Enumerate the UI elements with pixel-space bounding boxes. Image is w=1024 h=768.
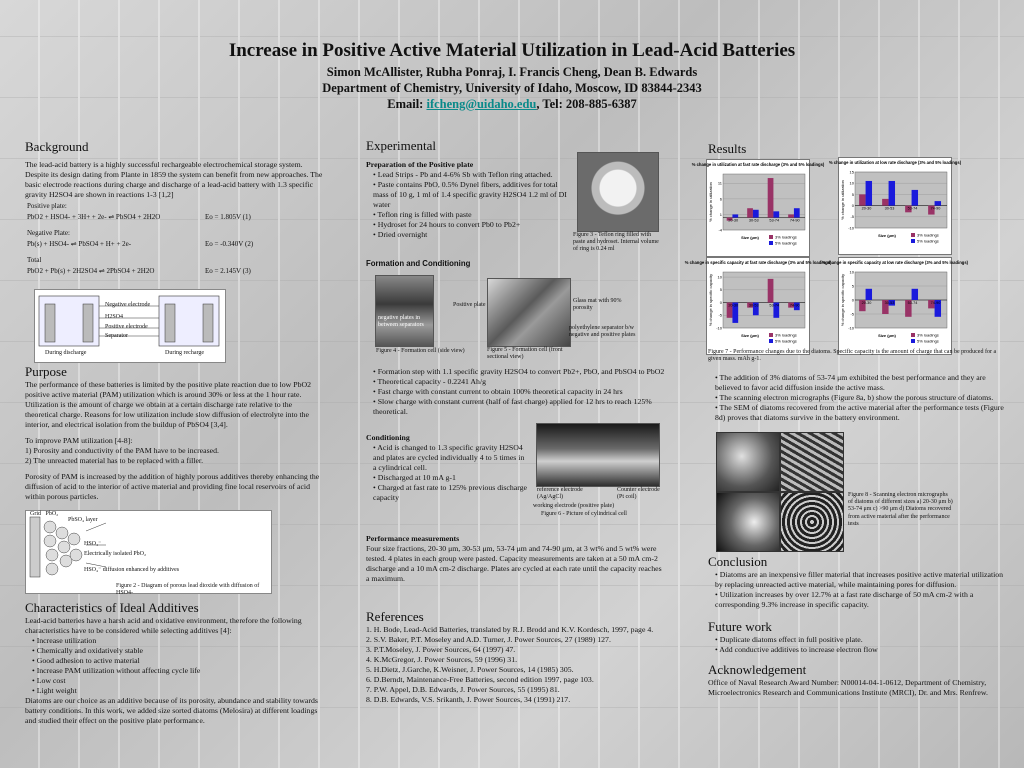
- bar: [889, 181, 895, 206]
- x-axis-label: Size (μm): [878, 233, 896, 238]
- cylindrical-cell-photo: [536, 423, 660, 487]
- chart-util-fast: [691, 159, 825, 257]
- legend-label: 5% loadings: [775, 240, 797, 246]
- conclusion-text: [708, 570, 1008, 610]
- x-tick-label: 74-90: [930, 206, 941, 211]
- background-heading: Background: [25, 139, 89, 154]
- bar: [882, 199, 888, 206]
- conditioning-block: [366, 433, 528, 503]
- ack-heading: Acknowledgement: [708, 662, 807, 677]
- pos-equation: PbO2 + HSO4- + 3H+ + 2e- ⇌ PbSO4 + 2H2O: [27, 212, 161, 221]
- formation-list: [366, 367, 666, 417]
- chart-title: % change in utilization at low rate discharge (3% and 5% loadings): [828, 160, 962, 165]
- purpose-heading: Purpose: [25, 364, 67, 379]
- chart-svg: [691, 160, 825, 256]
- prep-item: • Lead Strips - Pb and 4-6% Sb with Teflon ring attached.: [373, 170, 571, 180]
- neg-potential: Eo = -0.340V (2): [205, 239, 254, 248]
- sem-image-b: [780, 432, 844, 492]
- legend-swatch: [769, 241, 773, 245]
- x-tick-label: 20-30: [861, 206, 872, 211]
- x-tick-label: 30-53: [748, 303, 759, 308]
- formation-item: • Slow charge with constant current (half of fast charge) applied for 12 hrs to reach 125% theoretical.: [373, 397, 666, 417]
- diag-during-recharge: During recharge: [165, 350, 205, 356]
- fig8-caption: Figure 8 - Scanning electron micrographs of diatoms of different sizes a) 20-30 μm b) 53-74 μm c) >90 μm d) Diatoms recovered from active material after the performance tests: [848, 492, 953, 527]
- legend-swatch: [769, 333, 773, 337]
- ack-text: Office of Naval Research Award Number: N00014-04-1-0612, Department of Chemistry, Microelectronics Research and Communications Institute (MRCI), Dr. and Mrs. Renfrew.: [708, 678, 988, 697]
- future-heading: Future work: [708, 619, 772, 634]
- teflon-ring-photo: [577, 152, 659, 232]
- legend-swatch: [769, 235, 773, 239]
- legend-label: 5% loadings: [917, 338, 939, 344]
- conditioning-item: • Discharged at 10 mA g-1: [373, 473, 528, 483]
- future-item: • Add conductive additives to increase electron flow: [715, 645, 1008, 655]
- additives-section: [25, 600, 325, 729]
- legend-swatch: [911, 339, 915, 343]
- conditioning-item: • Charged at fast rate to 125% previous discharge capacity: [373, 483, 528, 503]
- x-tick-label: 53-74: [769, 218, 780, 223]
- y-tick-label: 0: [719, 299, 722, 305]
- email-label: Email:: [387, 97, 427, 111]
- prep-title: Preparation of the Positive plate: [366, 160, 474, 169]
- contact-line: [0, 97, 1024, 112]
- bar: [935, 201, 941, 205]
- y-tick-label: 11: [717, 180, 722, 186]
- prep-block: [366, 160, 571, 240]
- purpose-p4: 2) The unreacted material has to be replaced with a filler.: [25, 455, 204, 465]
- chart-capacity-low: [821, 257, 969, 355]
- fig6-reference-label: reference electrode (Ag/AgCl): [537, 487, 583, 501]
- y-tick-label: 15: [849, 169, 854, 175]
- conditioning-title: Conditioning: [366, 433, 410, 442]
- diag-neg-electrode: Negative electrode: [105, 302, 151, 308]
- formation-item: • Theoretical capacity - 0.2241 Ah/g: [373, 377, 666, 387]
- x-tick-label: 30-53: [884, 206, 895, 211]
- results-list: [708, 373, 1008, 423]
- background-text: The lead-acid battery is a highly successful rechargeable electrochemical storage system. Despite its design dating from Plante in 1859 the system can benefit from new approaches. The basic electrode reactions during charge and discharge of a lead-acid battery with 1.3 specific gravity H2SO4 are shown in reactions 1-3 [1,2]: [25, 160, 323, 199]
- bar: [866, 289, 872, 300]
- additives-intro: Lead-acid batteries have a harsh acid and oxidative environment, therefore the following characteristics have to be considered while selecting additives [4]:: [25, 616, 302, 635]
- additive-item: • Chemically and oxidatively stable: [32, 646, 325, 656]
- x-axis-label: Size (μm): [878, 333, 896, 338]
- formation-cell-side-photo: [375, 275, 434, 347]
- y-axis-label: % change in specific capacity: [708, 273, 713, 327]
- y-tick-label: -5: [850, 214, 854, 220]
- x-axis-label: Size (μm): [741, 333, 759, 338]
- fig2-label-diffusion: HSO₄⁻ diffusion enhanced by additives: [84, 567, 180, 573]
- conclusion-list: [708, 570, 1008, 610]
- results-item: • The scanning electron micrographs (Figure 8a, b) show the porous structure of diatoms.: [715, 393, 1008, 403]
- sem-image-c: [716, 492, 780, 552]
- bar: [912, 190, 918, 206]
- charge-discharge-diagram: [34, 289, 226, 363]
- fig6-working-label: working electrode (positive plate): [533, 503, 615, 509]
- pos-label: Positive plate:: [27, 201, 67, 210]
- formation-block: [366, 367, 666, 417]
- bar: [788, 214, 794, 217]
- additives-outro: Diatoms are our choice as an additive because of its porosity, abundance and stability towards battery conditions. In this work, we added size sorted diatoms (Melosira) at different loadings and studied their effect on the positive plate performance.: [25, 695, 318, 725]
- purpose-p3: 1) Porosity and conductivity of the PAM have to be increased.: [25, 445, 219, 455]
- acknowledgement-section: [708, 662, 998, 698]
- x-tick-label: 20-30: [861, 301, 872, 305]
- fig5-caption: Figure 5 - Formation cell (front sectional view): [487, 347, 563, 361]
- chart-capacity-fast: [684, 257, 832, 355]
- tel: , Tel: 208-885-6387: [536, 97, 637, 111]
- reference-item: 6. D.Berndt, Maintenance-Free Batteries, second edition 1997, page 103.: [366, 674, 594, 684]
- conclusion-item: • Diatoms are an inexpensive filler material that increases positive active material utilization by replacing unreacted active material, while maintaining pores for diffusion.: [715, 570, 1008, 590]
- x-tick-label: 53-74: [907, 301, 918, 305]
- reference-item: 7. P.W. Appel, D.B. Edwards, J. Power Sources, 55 (1995) 81.: [366, 684, 560, 694]
- chart-util-low: [828, 157, 962, 255]
- additive-item: • Increase PAM utilization without affecting cycle life: [32, 666, 325, 676]
- y-tick-label: 10: [717, 274, 722, 280]
- conclusion-item: • Utilization increases by over 12.7% at a fast rate discharge of 50 mA cm-2 with a corresponding 9.3% increase in specific capacity.: [715, 590, 1008, 610]
- fig5-poly-label: polyethylene separator b/w negative and positive plates: [569, 325, 636, 339]
- performance-block: [366, 534, 666, 584]
- legend-swatch: [769, 339, 773, 343]
- purpose-p2: To improve PAM utilization [4-8]:: [25, 435, 133, 445]
- formation-item: • Formation step with 1.1 specific gravity H2SO4 to convert Pb2+, PbO, and PbSO4 to PbO2: [373, 367, 666, 377]
- reference-item: 8. D.B. Edwards, V.S. Srikanth, J. Power Sources, 34 (1991) 217.: [366, 694, 571, 704]
- legend-label: 5% loadings: [775, 338, 797, 344]
- formation-item: • Fast charge with constant current to obtain 100% theoretical capacity in 24 hrs: [373, 387, 666, 397]
- legend-label: 3% loadings: [917, 332, 939, 338]
- fig2-label-layer: PbSO₄ layer: [68, 517, 98, 523]
- x-tick-label: 20-30: [728, 303, 739, 308]
- y-tick-label: -4: [718, 227, 722, 233]
- prep-item: • Teflon ring is filled with paste: [373, 210, 571, 220]
- y-tick-label: 0: [851, 203, 854, 208]
- bar: [859, 194, 865, 205]
- purpose-p1: The performance of these batteries is limited by the positive plate reaction due to low PbO2 positive active material (PAM) utilization which is around 30% or less at the 1 hour rate. Utilization is the amount of charge we obtain at a certain discharge rate relative to the theoretical charge. Reasons for low utilization include slow diffusion of electrolyte into the interior, and electrical isolation from the buildup of PbSO4 [3,4].: [25, 380, 312, 429]
- bar: [732, 214, 738, 217]
- formation-title: Formation and Conditioning: [366, 259, 471, 268]
- references-list: [366, 625, 666, 705]
- background-section: [25, 139, 325, 280]
- fig6-caption: Figure 6 - Picture of cylindrical cell: [541, 511, 627, 517]
- x-tick-label: 74-90: [789, 303, 800, 308]
- porous-pbo2-diagram: [25, 510, 272, 597]
- future-section: [708, 619, 1008, 655]
- prep-item: • Hydroset for 24 hours to convert Pb0 to Pb2+: [373, 220, 571, 230]
- formation-cell-front-photo: [487, 278, 571, 347]
- conditioning-list: [366, 443, 528, 503]
- chart-svg: [821, 258, 969, 354]
- performance-title: Performance measurements: [366, 534, 460, 543]
- fig2-label-grid: Grid PbO₂: [30, 511, 59, 517]
- bar: [753, 210, 759, 218]
- authors: Simon McAllister, Rubha Ponraj, I. Francis Cheng, Dean B. Edwards: [326, 65, 698, 79]
- additives-text: [25, 616, 325, 726]
- legend-swatch: [911, 333, 915, 337]
- y-tick-label: -10: [848, 225, 854, 231]
- x-tick-label: 74-90: [930, 301, 941, 305]
- y-tick-label: 6: [719, 196, 722, 202]
- y-axis-label: % change in utilization: [840, 180, 845, 220]
- y-tick-label: 0: [851, 297, 854, 303]
- y-tick-label: 5: [851, 283, 854, 289]
- legend-swatch: [911, 239, 915, 243]
- reaction-equations: [25, 202, 325, 280]
- fig2-label-hso4: HSO₄⁻: [84, 541, 102, 547]
- chart-title: % change in specific capacity at low rate discharge (3% and 5% loadings): [821, 260, 969, 265]
- y-tick-label: 5: [851, 191, 854, 197]
- x-tick-label: 53-74: [907, 206, 918, 211]
- results-item: • The SEM of diatoms recovered from the active material after the performance tests (Figure 8d) proves that diatoms survive in the battery environment.: [715, 403, 1008, 423]
- bar: [747, 208, 753, 217]
- legend-label: 3% loadings: [775, 234, 797, 240]
- performance-text: Four size fractions, 20-30 μm, 30-53 μm, 53-74 μm and 74-90 μm, at 3 wt% and 5 wt% were tested. 4 plates in each group were pasted. Capacity measurements are taken at a 50 mA cm-2 discharge and a 10 mA cm-2 discharge. Plates are cycled at each rate until the capacity reaches a maximum.: [366, 543, 662, 583]
- legend-swatch: [911, 233, 915, 237]
- total-equation: PbO2 + Pb(s) + 2H2SO4 ⇌ 2PbSO4 + 2H2O: [27, 266, 155, 275]
- prep-item: • Dried overnight: [373, 230, 571, 240]
- conditioning-item: • Acid is changed to 1.3 specific gravity H2SO4 and plates are cycled individually 4 to 5 times in a cylindrical cell.: [373, 443, 528, 473]
- y-tick-label: 5: [719, 287, 722, 293]
- fig4-label: negative plates in between separators: [378, 315, 424, 329]
- diag-during-discharge: During discharge: [45, 350, 87, 356]
- bar: [768, 178, 774, 218]
- reference-item: 5. H.Dietz, J.Garche, K.Weisner, J. Power Sources, 14 (1985) 305.: [366, 664, 574, 674]
- y-tick-label: 1: [719, 211, 722, 217]
- results-bullets: [708, 373, 1008, 423]
- experimental-heading: Experimental: [366, 138, 437, 153]
- fig7-caption: Figure 7 - Performance changes due to the diatoms. Specific capacity is the amount of charge that can be produced for a given mass. mAh g-1.: [708, 349, 997, 363]
- prep-list: [366, 170, 571, 240]
- x-axis-label: Size (μm): [741, 235, 759, 240]
- y-tick-label: -10: [848, 325, 854, 331]
- bar: [866, 181, 872, 206]
- y-axis-label: % change in utilization: [708, 182, 713, 222]
- fig2-label-isolated: Electrically isolated PbO₂: [84, 551, 147, 557]
- bar: [768, 279, 774, 303]
- results-item: • The addition of 3% diatoms of 53-74 μm exhibited the best performance and they are believed to favor acid diffusion inside the active mass.: [715, 373, 1008, 393]
- sem-image-d: [780, 492, 844, 552]
- y-tick-label: -5: [850, 311, 854, 317]
- department: Department of Chemistry, University of Idaho, Moscow, ID 83844-2343: [322, 81, 702, 95]
- diag-separator: Separator: [105, 333, 128, 339]
- x-tick-label: 20-30: [728, 218, 739, 223]
- diag-pos-electrode: Positive electrode: [105, 324, 148, 330]
- y-tick-label: -10: [716, 325, 722, 331]
- bar: [773, 211, 779, 217]
- sem-image-a: [716, 432, 780, 492]
- additives-list: [25, 636, 325, 696]
- total-potential: Eo = 2.145V (3): [205, 266, 251, 275]
- additive-item: • Low cost: [32, 676, 325, 686]
- future-text: [708, 635, 1008, 655]
- bar: [794, 208, 800, 217]
- total-label: Total: [27, 255, 42, 264]
- poster-title: Increase in Positive Active Material Utilization in Lead-Acid Batteries: [228, 40, 796, 61]
- neg-label: Negative Plate:: [27, 228, 70, 237]
- y-tick-label: 10: [849, 269, 854, 275]
- email-link[interactable]: ifcheng@uidaho.edu: [426, 97, 537, 111]
- additive-item: • Good adhesion to active material: [32, 656, 325, 666]
- additive-item: • Light weight: [32, 686, 325, 696]
- y-tick-label: -5: [718, 312, 722, 318]
- chart-svg: [684, 258, 832, 354]
- x-tick-label: 30-53: [748, 218, 759, 223]
- fig3-caption: Figure 3 - Teflon ring filled with paste and hydroset. Internal volume of ring is 0.24 ml: [573, 232, 659, 253]
- conclusion-heading: Conclusion: [708, 554, 768, 569]
- results-heading: Results: [708, 141, 747, 156]
- pos-potential: Eo = 1.805V (1): [205, 212, 251, 221]
- fig4-caption: Figure 4 - Formation cell (side view): [376, 348, 465, 354]
- x-tick-label: 30-53: [884, 301, 895, 305]
- experimental-section: [366, 138, 571, 240]
- future-item: • Duplicate diatoms effect in full positive plate.: [715, 635, 1008, 645]
- bar: [912, 289, 918, 300]
- future-list: [708, 635, 1008, 655]
- reference-item: 1. H. Bode, Lead-Acid Batteries, translated by R.J. Brodd and K.V. Kordesch, 1997, page 4.: [366, 625, 654, 634]
- reference-item: 2. S.V. Baker, P.T. Moseley and A.D. Turner, J. Power Sources, 27 (1989) 127.: [366, 634, 611, 644]
- x-tick-label: 53-74: [769, 303, 780, 308]
- purpose-text: [25, 380, 323, 502]
- references-section: [366, 609, 666, 705]
- fig2-caption: Figure 2 - Diagram of porous lead dioxide with diffusion of HSO4-: [116, 583, 260, 597]
- diag-h2so4: H2SO4: [105, 314, 124, 320]
- additive-item: • Increase utilization: [32, 636, 325, 646]
- legend-label: 3% loadings: [775, 332, 797, 338]
- legend-label: 5% loadings: [917, 238, 939, 244]
- conclusion-section: [708, 554, 1008, 610]
- fig5-positive-label: Positive plate: [453, 302, 486, 308]
- legend-label: 3% loadings: [917, 232, 939, 238]
- prep-item: • Paste contains PbO, 0.5% Dynel fibers, additives for total mass of 10 g, 1 ml of 1.4 specific gravity H2SO4 1.2 ml of DI water: [373, 180, 571, 210]
- reference-item: 3. P.T.Moseley, J. Power Sources, 64 (1997) 47.: [366, 644, 516, 654]
- fig6-counter-label: Counter electrode (Pt coil): [617, 487, 660, 501]
- neg-equation: Pb(s) + HSO4- ⇌ PbSO4 + H+ + 2e-: [27, 239, 132, 248]
- references-heading: References: [366, 609, 424, 624]
- x-tick-label: 74-90: [789, 218, 800, 223]
- purpose-p5: Porosity of PAM is increased by the addition of highly porous additives thereby enhancing the diffusion of acid to the interior of active material and providing fine local reservoirs of acid within porous particles.: [25, 471, 320, 501]
- chart-svg: [828, 158, 962, 254]
- chart-title: % change in utilization at fast rate discharge (3% and 5% loadings): [691, 162, 825, 167]
- reference-item: 4. K.McGregor, J. Power Sources, 59 (1996) 31.: [366, 654, 518, 664]
- fig5-glass-label: Glass mat with 90% porosity: [573, 298, 622, 312]
- y-tick-label: 10: [849, 180, 854, 186]
- y-axis-label: % change in specific capacity: [840, 273, 845, 327]
- chart-title: % change in specific capacity at fast rate discharge (3% and 5% loadings): [684, 260, 832, 265]
- additives-heading: Characteristics of Ideal Additives: [25, 600, 199, 615]
- purpose-section: [25, 364, 323, 505]
- results-heading-wrap: [708, 141, 746, 157]
